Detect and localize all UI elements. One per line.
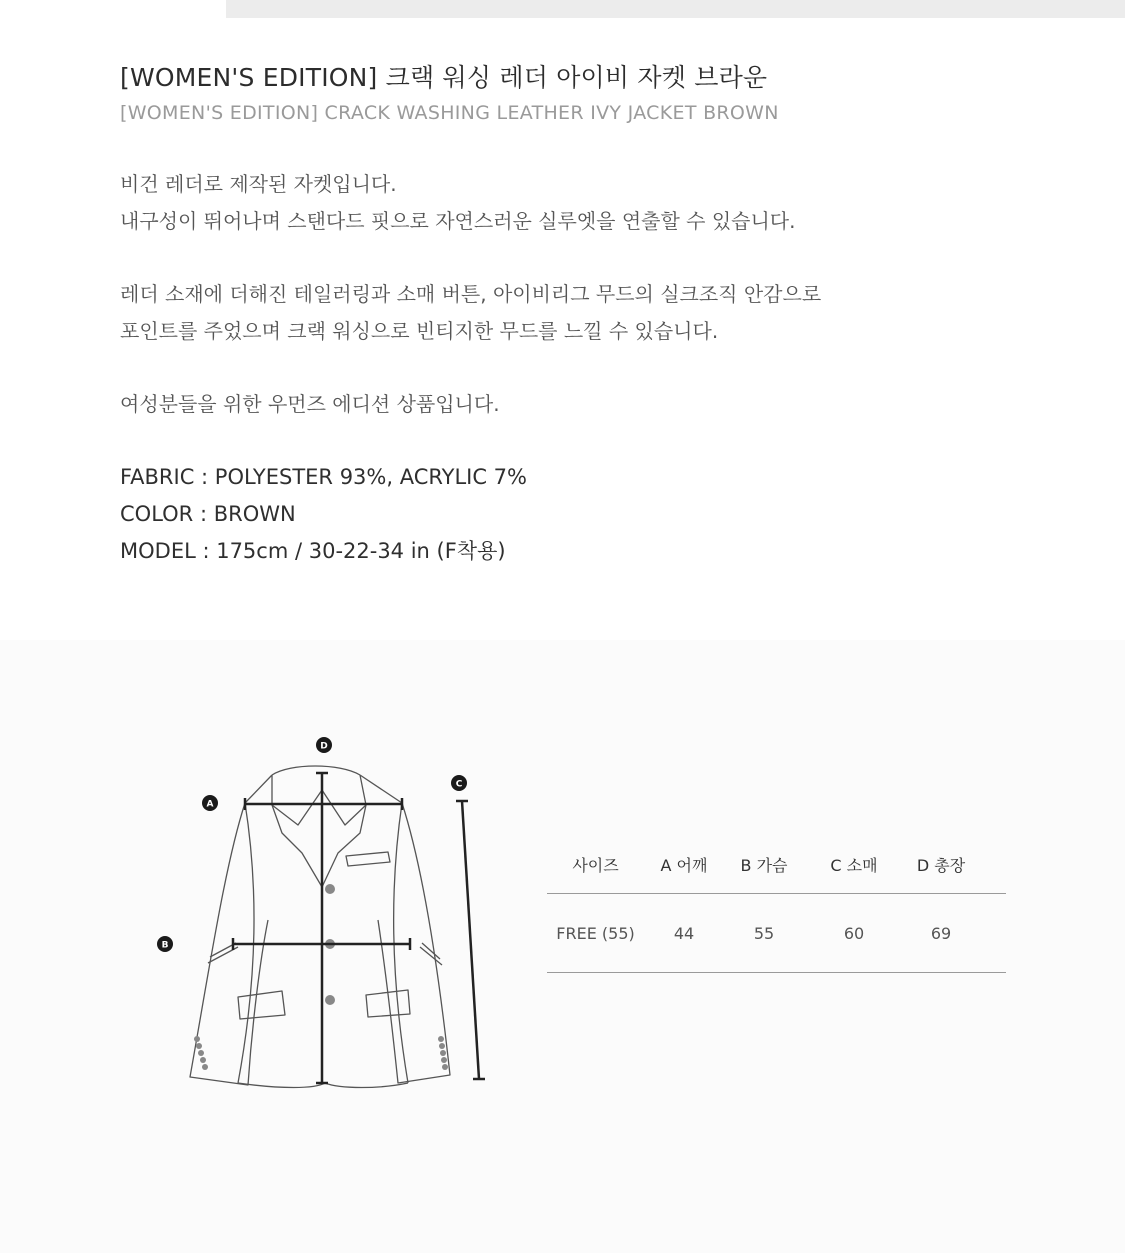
description-line: 레더 소재에 더해진 테일러링과 소매 버튼, 아이비리그 무드의 실크조직 안감으로 (120, 282, 822, 306)
description-line: 내구성이 뛰어나며 스탠다드 핏으로 자연스러운 실루엣을 연출할 수 있습니다. (120, 209, 796, 233)
jacket-outline (190, 766, 450, 1088)
svg-text:A: A (206, 799, 214, 810)
description-paragraph-3 (120, 386, 500, 423)
svg-text:D: D (320, 741, 328, 752)
cell-sleeve: 60 (843, 923, 865, 943)
table-row (547, 894, 1006, 973)
header-chest: B 가슴 (740, 855, 788, 875)
size-table (547, 835, 1006, 973)
spec-list (120, 459, 527, 570)
sleeve-measure-line (462, 801, 479, 1079)
description-paragraph-1 (120, 166, 795, 240)
description-paragraph-2 (120, 276, 821, 350)
cell-size: FREE (55) (556, 923, 635, 943)
spec-color: COLOR : BROWN (120, 502, 296, 526)
top-scroll-bar (226, 0, 1125, 18)
marker-c (451, 775, 467, 791)
product-subtitle: [WOMEN'S EDITION] CRACK WASHING LEATHER IVY JACKET BROWN (120, 102, 779, 124)
header-length: D 총장 (916, 855, 966, 875)
header-sleeve: C 소매 (830, 855, 878, 875)
marker-b (157, 936, 173, 952)
svg-text:B: B (161, 940, 169, 951)
cell-length: 69 (930, 923, 952, 943)
cell-chest: 55 (753, 923, 775, 943)
size-table-header (547, 835, 1006, 894)
description-line: 포인트를 주었으며 크랙 워싱으로 빈티지한 무드를 느낄 수 있습니다. (120, 319, 719, 343)
marker-a (202, 795, 218, 811)
svg-text:C: C (455, 779, 463, 790)
jacket-measurement-diagram (140, 725, 500, 1095)
header-size: 사이즈 (572, 855, 619, 875)
spec-fabric: FABRIC : POLYESTER 93%, ACRYLIC 7% (120, 465, 527, 489)
description-line: 여성분들을 위한 우먼즈 에디션 상품입니다. (120, 392, 500, 416)
cell-shoulder: 44 (673, 923, 695, 943)
spec-model: MODEL : 175cm / 30-22-34 in (F착용) (120, 539, 506, 563)
product-title: [WOMEN'S EDITION] 크랙 워싱 레더 아이비 자켓 브라운 (120, 63, 768, 92)
measurement-lines (233, 773, 485, 1083)
marker-d (316, 737, 332, 753)
description-line: 비건 레더로 제작된 자켓입니다. (120, 172, 397, 196)
header-shoulder: A 어깨 (660, 855, 708, 875)
